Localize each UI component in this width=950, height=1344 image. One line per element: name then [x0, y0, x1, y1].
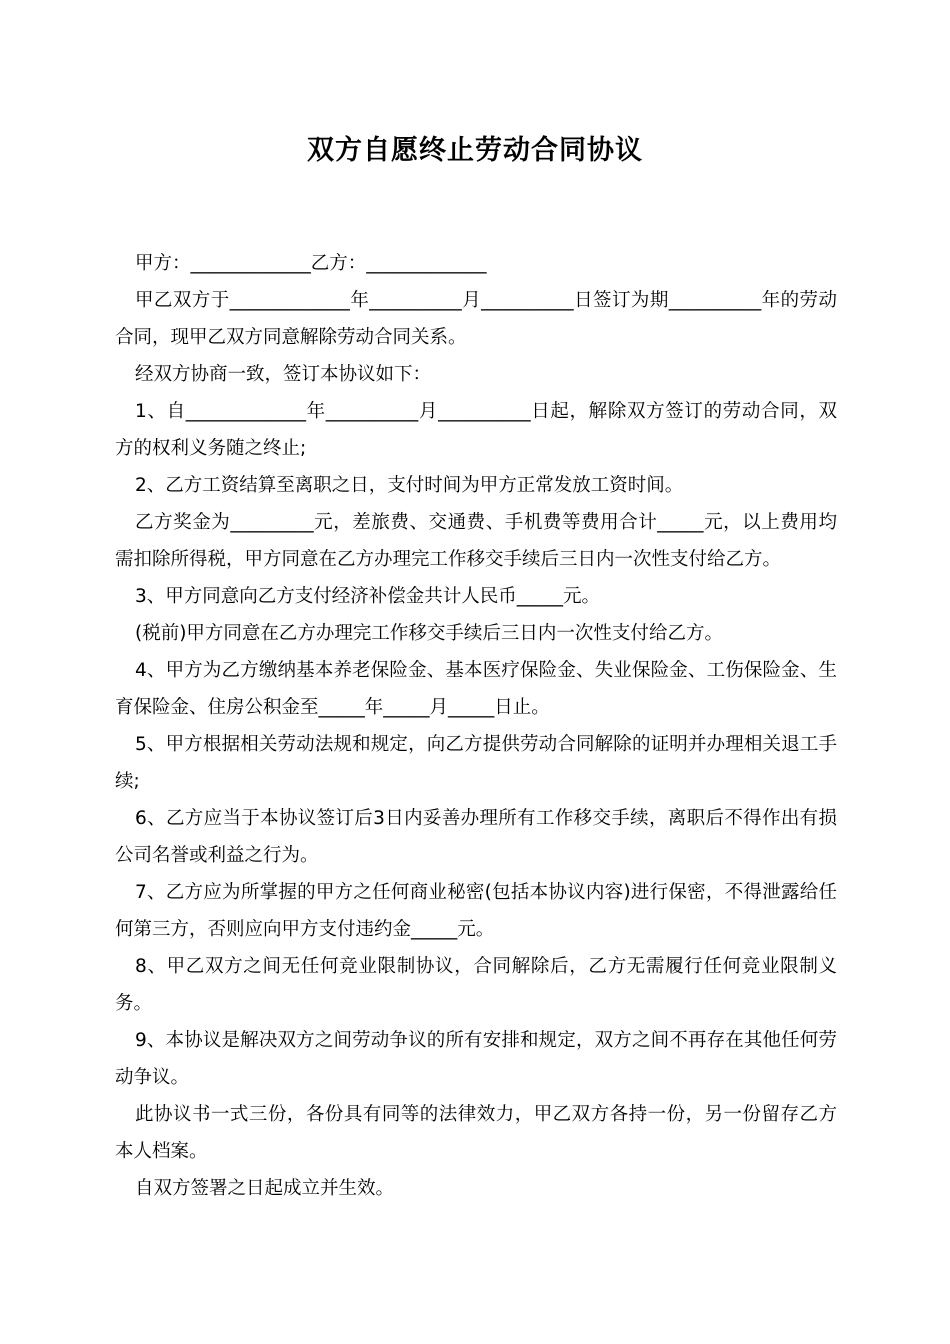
- document-body: [115, 245, 837, 1207]
- clause-3: 3、甲方同意向乙方支付经济补偿金共计人民币_____元。: [135, 586, 601, 607]
- parties-line: 甲方：_____________乙方：_____________: [135, 253, 487, 274]
- clause-9: 9、本协议是解决双方之间劳动争议的所有安排和规定，双方之间不再存在其他任何劳动争议。: [115, 1030, 837, 1088]
- clause-7: 7、乙方应为所掌握的甲方之任何商业秘密(包括本协议内容)进行保密，不得泄露给任何第三方，否则应向甲方支付违约金_____元。: [115, 882, 837, 940]
- document-title: 双方自愿终止劳动合同协议: [307, 135, 643, 166]
- clause-2-bonus-paragraph: 乙方奖金为_________元，差旅费、交通费、手机费等费用合计_____元，以上费用均需扣除所得税，甲方同意在乙方办理完工作移交手续后三日内一次性支付给乙方。: [115, 512, 837, 570]
- clause-5: 5、甲方根据相关劳动法规和规定，向乙方提供劳动合同解除的证明并办理相关退工手续;: [115, 734, 837, 792]
- clause-6: 6、乙方应当于本协议签订后3日内妥善办理所有工作移交手续，离职后不得作出有损公司名誉或利益之行为。: [115, 808, 837, 866]
- contract-intro-paragraph: 甲乙双方于_____________年__________月__________日签订为期__________年的劳动合同，现甲乙双方同意解除劳动合同关系。: [115, 290, 837, 348]
- clause-2: 2、乙方工资结算至离职之日，支付时间为甲方正常发放工资时间。: [135, 475, 684, 496]
- clause-1: 1、自_____________年__________月__________日起，解除双方签订的劳动合同，双方的权利义务随之终止;: [115, 401, 837, 459]
- clause-4: 4、甲方为乙方缴纳基本养老保险金、基本医疗保险金、失业保险金、工伤保险金、生育保险金、住房公积金至_____年_____月_____日止。: [115, 660, 837, 718]
- clause-8: 8、甲乙双方之间无任何竞业限制协议，合同解除后，乙方无需履行任何竞业限制义务。: [115, 956, 837, 1014]
- copies-paragraph: 此协议书一式三份，各份具有同等的法律效力，甲乙双方各持一份，另一份留存乙方本人档案。: [115, 1104, 837, 1162]
- clause-3-tax-paragraph: (税前)甲方同意在乙方办理完工作移交手续后三日内一次性支付给乙方。: [135, 623, 723, 644]
- agreement-lead-paragraph: 经双方协商一致，签订本协议如下：: [135, 364, 432, 385]
- effective-paragraph: 自双方签署之日起成立并生效。: [135, 1178, 395, 1199]
